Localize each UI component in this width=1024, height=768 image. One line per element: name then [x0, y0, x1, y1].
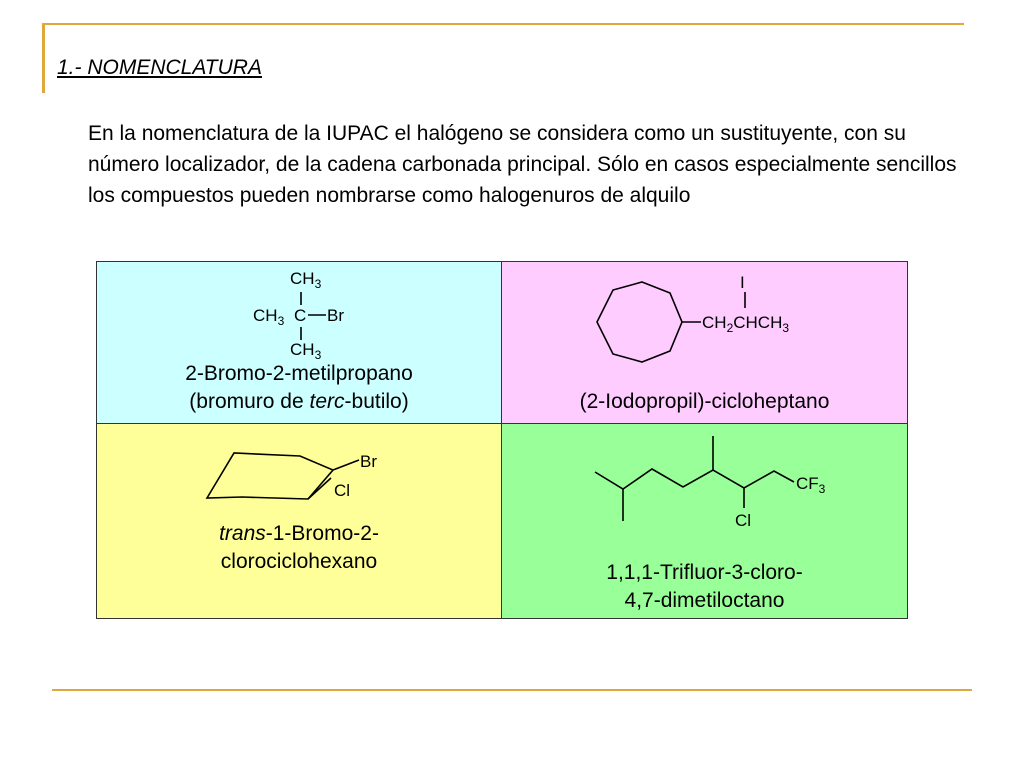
bond-c-br [333, 460, 359, 470]
label-cl: Cl [735, 511, 752, 530]
slide-title: 1.- NOMENCLATURA [57, 56, 262, 79]
name-line1: trans-1-Bromo-2- [219, 522, 379, 545]
name-line2: clorociclohexano [220, 550, 378, 573]
cycloheptane-ring [597, 282, 682, 362]
cell-trifluor-cloro-dimetiloctano [502, 424, 907, 618]
compound-table [96, 261, 908, 619]
cyclohexane-chair [207, 453, 333, 499]
structure-iodopropil-cicloheptano [502, 262, 907, 377]
label-central-carbon: C [294, 306, 307, 325]
label-cl: Cl [334, 481, 351, 500]
label-ch3-left: $CH_3$ [253, 306, 285, 328]
cell-bromo-clorociclohexano [97, 424, 502, 618]
cell-bromo-metilpropano [97, 262, 502, 424]
name-iodopropil-cicloheptano: (2-Iodopropil)-cicloheptano [579, 390, 830, 413]
left-rule [42, 23, 45, 93]
bottom-rule [52, 689, 972, 691]
label-br: Br [360, 452, 377, 471]
label-ch3-bottom: $CH_3$ [290, 340, 322, 362]
label-cf3: $CF_3$ [796, 474, 826, 496]
label-iodine: I [740, 273, 745, 292]
name-line1: 2-Bromo-2-metilpropano [185, 362, 413, 385]
main-carbon-chain [595, 469, 794, 489]
label-ch2chch3: $CH_2CHCH_3$ [702, 313, 790, 335]
name-line2: 4,7-dimetiloctano [624, 589, 785, 612]
structure-bromo-clorociclohexano [97, 424, 502, 514]
top-rule [42, 23, 964, 25]
label-ch3-top: $CH_3$ [290, 269, 322, 291]
cell-iodopropil-cicloheptano [502, 262, 907, 424]
structure-bromo-metilpropano [97, 262, 502, 372]
bond-c-cl [308, 478, 331, 499]
label-br: Br [327, 306, 344, 325]
name-line2: (bromuro de terc-butilo) [189, 390, 409, 413]
intro-paragraph: En la nomenclatura de la IUPAC el halógeno se considera como un sustituyente, con su número localizador, de la cadena carbonada principal. Sólo en casos especialmente sencillos los compuestos pueden nombrarse como halogenuros de alquilo [88, 122, 957, 207]
structure-trifluor-cloro-dimetiloctano [502, 424, 907, 549]
name-line1: 1,1,1-Trifluor-3-cloro- [606, 561, 803, 584]
